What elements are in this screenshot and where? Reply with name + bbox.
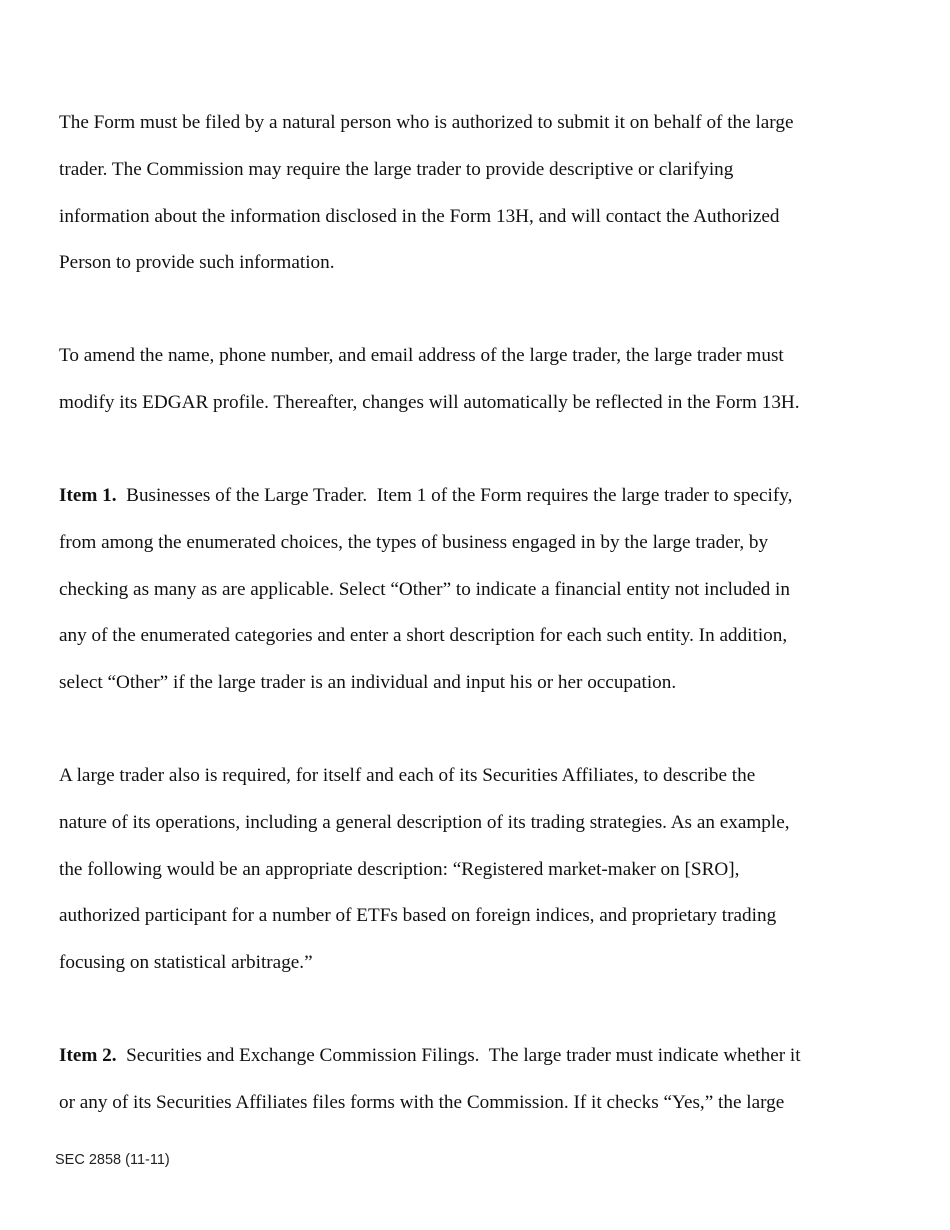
item-2-heading-text: Securities and Exchange Commission Filings. The large trader must indicate whether it <box>116 1045 801 1066</box>
form-code-footer: SEC 2858 (11-11) <box>55 1152 170 1168</box>
text-line: from among the enumerated choices, the types of business engaged in by the large trader, by <box>59 531 769 553</box>
text-line: select “Other” if the large trader is an individual and input his or her occupation. <box>59 672 677 694</box>
text-line: A large trader also is required, for itself and each of its Securities Affiliates, to describe the <box>59 765 756 786</box>
paragraph-item-1 <box>59 473 859 707</box>
text-line <box>59 1033 859 1080</box>
text-line: checking as many as are applicable. Select “Other” to indicate a financial entity not included in <box>59 578 790 600</box>
text-line: or any of its Securities Affiliates files forms with the Commission. If it checks “Yes,” the large <box>59 1091 785 1113</box>
text-line: the following would be an appropriate description: “Registered market-maker on [SRO], <box>59 858 740 880</box>
text-line: authorized participant for a number of ETFs based on foreign indices, and proprietary trading <box>59 905 777 927</box>
text-line: trader. The Commission may require the large trader to provide descriptive or clarifying <box>59 158 734 180</box>
text-line: Person to provide such information. <box>59 252 335 274</box>
text-line <box>59 473 859 520</box>
paragraph-amend-profile <box>59 333 859 427</box>
text-line: To amend the name, phone number, and email address of the large trader, the large trader must <box>59 345 784 366</box>
text-line: nature of its operations, including a general description of its trading strategies. As an example, <box>59 811 790 833</box>
item-1-label: Item 1. <box>59 485 117 506</box>
text-line: modify its EDGAR profile. Thereafter, changes will automatically be reflected in the Form 13H. <box>59 391 800 413</box>
text-line: any of the enumerated categories and enter a short description for each such entity. In addition, <box>59 625 788 647</box>
text-line: focusing on statistical arbitrage.” <box>59 952 313 974</box>
item-2-label: Item 2. <box>59 1045 117 1066</box>
text-line: information about the information disclosed in the Form 13H, and will contact the Authorized <box>59 205 780 227</box>
paragraph-item-2 <box>59 1033 859 1127</box>
paragraph-authorized-person <box>59 100 859 287</box>
paragraph-operations-description <box>59 753 859 987</box>
item-1-heading-text: Businesses of the Large Trader. Item 1 of the Form requires the large trader to specify, <box>116 485 793 506</box>
text-line: The Form must be filed by a natural person who is authorized to submit it on behalf of the large <box>59 112 794 133</box>
